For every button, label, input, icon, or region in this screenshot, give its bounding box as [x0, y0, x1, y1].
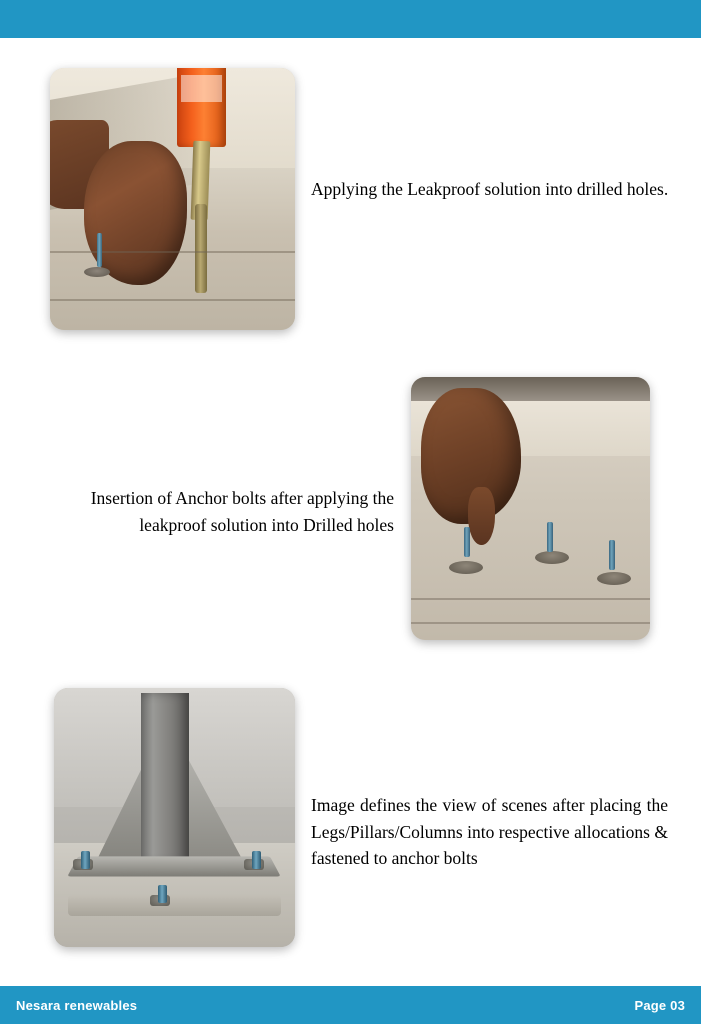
- photo1-anchor-bolt: [97, 233, 102, 267]
- caption-2: Insertion of Anchor bolts after applying the leakproof solution into Drilled holes: [90, 488, 394, 535]
- photo1-slab-joint-1: [50, 251, 295, 253]
- photo2-bolt-base-2: [535, 551, 569, 564]
- inserting-anchor-bolts-photo: [411, 377, 650, 640]
- content-block-2: [0, 377, 701, 642]
- photo3-anchor-bolt-1: [81, 851, 90, 869]
- photo1-sealant-tube: [177, 68, 226, 147]
- content-block-3: [0, 688, 701, 950]
- footer-company-name: Nesara renewables: [16, 997, 138, 1013]
- applying-leakproof-solution-photo: [50, 68, 295, 330]
- photo3-grout-pad: [68, 895, 280, 916]
- column-fastened-to-anchor-bolts-photo: [54, 688, 295, 947]
- photo1-sealant-bead: [195, 204, 207, 293]
- footer-page-number: Page 03: [634, 997, 685, 1013]
- photo2-bolt-base-3: [597, 572, 631, 585]
- photo2-anchor-bolt-1: [464, 527, 470, 557]
- photo3-anchor-bolt-3: [158, 885, 167, 903]
- photo2-slab-joint-2: [411, 622, 650, 624]
- photo2-anchor-bolt-2: [547, 522, 553, 552]
- page-top-accent-bar: [0, 0, 701, 38]
- photo1-tube-label: [181, 75, 222, 102]
- photo2-slab-joint-1: [411, 598, 650, 600]
- caption-3: Image defines the view of scenes after placing the Legs/Pillars/Columns into respective allocations & fastened to anchor bolts: [311, 795, 668, 869]
- content-block-1: [0, 68, 701, 333]
- photo2-finger: [468, 487, 494, 545]
- page-footer-bar: [0, 986, 701, 1024]
- photo3-anchor-bolt-2: [252, 851, 261, 869]
- photo3-steel-column: [141, 693, 189, 864]
- photo1-slab-joint-2: [50, 299, 295, 301]
- photo2-anchor-bolt-3: [609, 540, 615, 570]
- caption-1: Applying the Leakproof solution into drilled holes.: [311, 179, 669, 199]
